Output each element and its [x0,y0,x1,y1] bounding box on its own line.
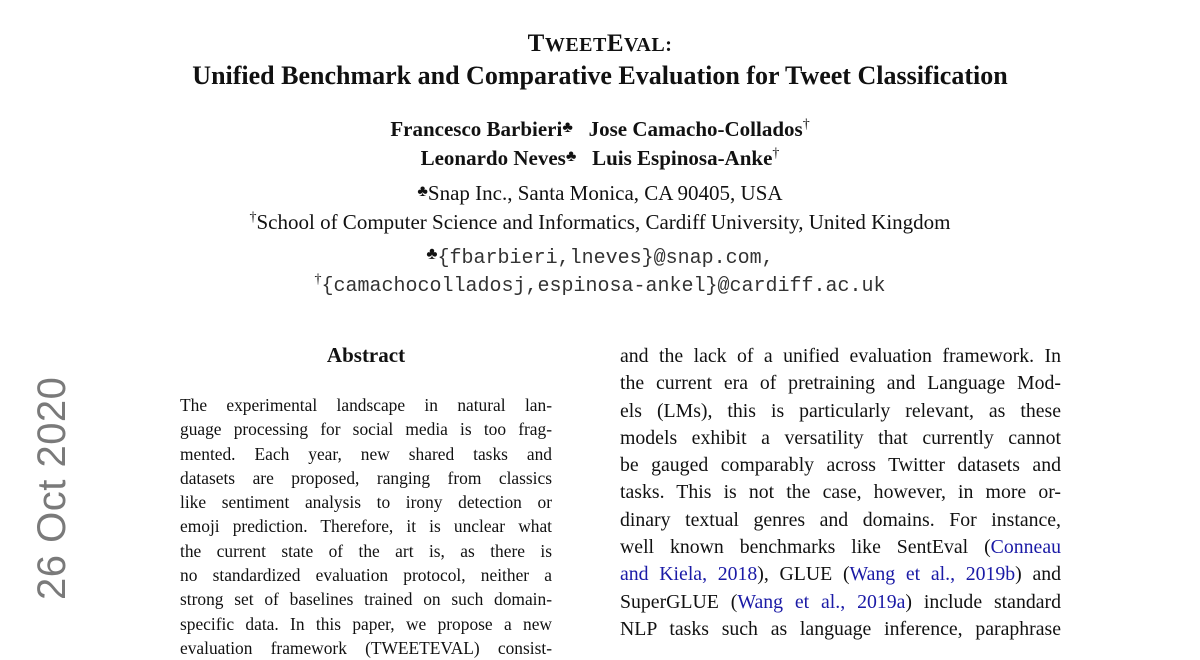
abstract-line: like sentiment analysis to irony detection or [180,492,552,513]
citation-link-wang-2019b[interactable]: Wang et al., 2019b [849,563,1016,586]
body-text: well known benchmarks like SentEval ( [620,536,991,559]
club-mark: ♣ [562,119,573,136]
title-char: E [606,30,625,57]
body-text: SuperGLUE ( [620,590,738,613]
body-line [620,589,1061,616]
paper-subtitle: Unified Benchmark and Comparative Evaluation for Tweet Classification [192,61,1008,90]
dagger-mark: † [802,117,810,132]
club-mark: ♣ [426,244,438,263]
author-name: Leonardo Neves [420,146,566,170]
body-line: the current era of pretraining and Language Mod- [620,372,1061,395]
affiliation-text: Snap Inc., Santa Monica, CA 90405, USA [427,181,783,205]
body-line: be gauged comparably across Twitter datasets and [620,454,1061,477]
abstract-line: the current state of the art is, as there is [180,540,552,561]
affiliation-text: School of Computer Science and Informatics, Cardiff University, United Kingdom [256,210,951,234]
email-text: {fbarbieri,lneves}@snap.com, [437,247,774,270]
abstract-line: specific data. In this paper, we propose a new [180,613,552,634]
abstract-body [180,393,552,660]
dagger-mark: † [249,210,257,225]
body-text: ) include standard [905,590,1061,613]
citation-link-conneau[interactable]: and Kiela, 2018 [620,563,758,586]
abstract-line: guage processing for social media is too frag- [180,419,552,440]
body-line: dinary textual genres and domains. For instance, [620,508,1061,531]
author-line-1 [0,117,1200,142]
email-line-2 [0,272,1200,298]
body-line: NLP tasks such as language inference, paraphrase [620,617,1061,640]
author-line-2 [0,146,1200,171]
body-column-right [620,343,1061,643]
body-line: els (LMs), this is particularly relevant, as these [620,399,1061,422]
body-line: models exhibit a versatility that currently cannot [620,426,1061,449]
club-mark: ♣ [565,148,577,165]
affiliation-snap [0,181,1200,206]
paper-title-system-name [0,30,1200,58]
abstract-line: datasets are proposed, ranging from classics [180,467,552,488]
abstract-line: evaluation framework (TWEETEVAL) consist- [180,637,552,658]
email-line-1 [0,244,1200,270]
author-name: Francesco Barbieri [390,117,563,141]
citation-link-wang-2019a[interactable]: Wang et al., 2019a [737,590,906,613]
body-line: and the lack of a unified evaluation framework. In [620,345,1061,367]
abstract-line: The experimental landscape in natural lan- [180,395,552,415]
abstract-line: mented. Each year, new shared tasks and [180,443,552,464]
arxiv-margin-date: 26 Oct 2020 [30,376,74,600]
abstract-line: strong set of baselines trained on such domain- [180,589,552,610]
body-line [620,534,1061,561]
affiliation-cardiff [0,210,1200,235]
body-line: tasks. This is not the case, however, in more or- [620,481,1061,504]
title-smallcaps: VAL: [624,34,673,56]
title-char: T [527,30,545,57]
author-name: Jose Camacho-Collados [588,117,803,141]
club-mark: ♣ [417,183,428,200]
email-text: {camachocolladosj,espinosa-ankel}@cardiff.ac.uk [321,275,886,298]
dagger-mark: † [314,272,322,287]
citation-link-conneau[interactable]: Conneau [990,536,1061,559]
body-text: ) and [1015,563,1062,586]
abstract-heading: Abstract [326,343,406,367]
abstract-line: emoji prediction. Therefore, it is unclear what [180,516,552,537]
body-line [620,561,1061,588]
dagger-mark: † [772,146,780,161]
body-text: ), GLUE ( [757,563,850,586]
author-name: Luis Espinosa-Anke [592,146,773,170]
title-smallcaps: WEET [544,34,607,56]
abstract-line: no standardized evaluation protocol, neither a [180,565,552,586]
